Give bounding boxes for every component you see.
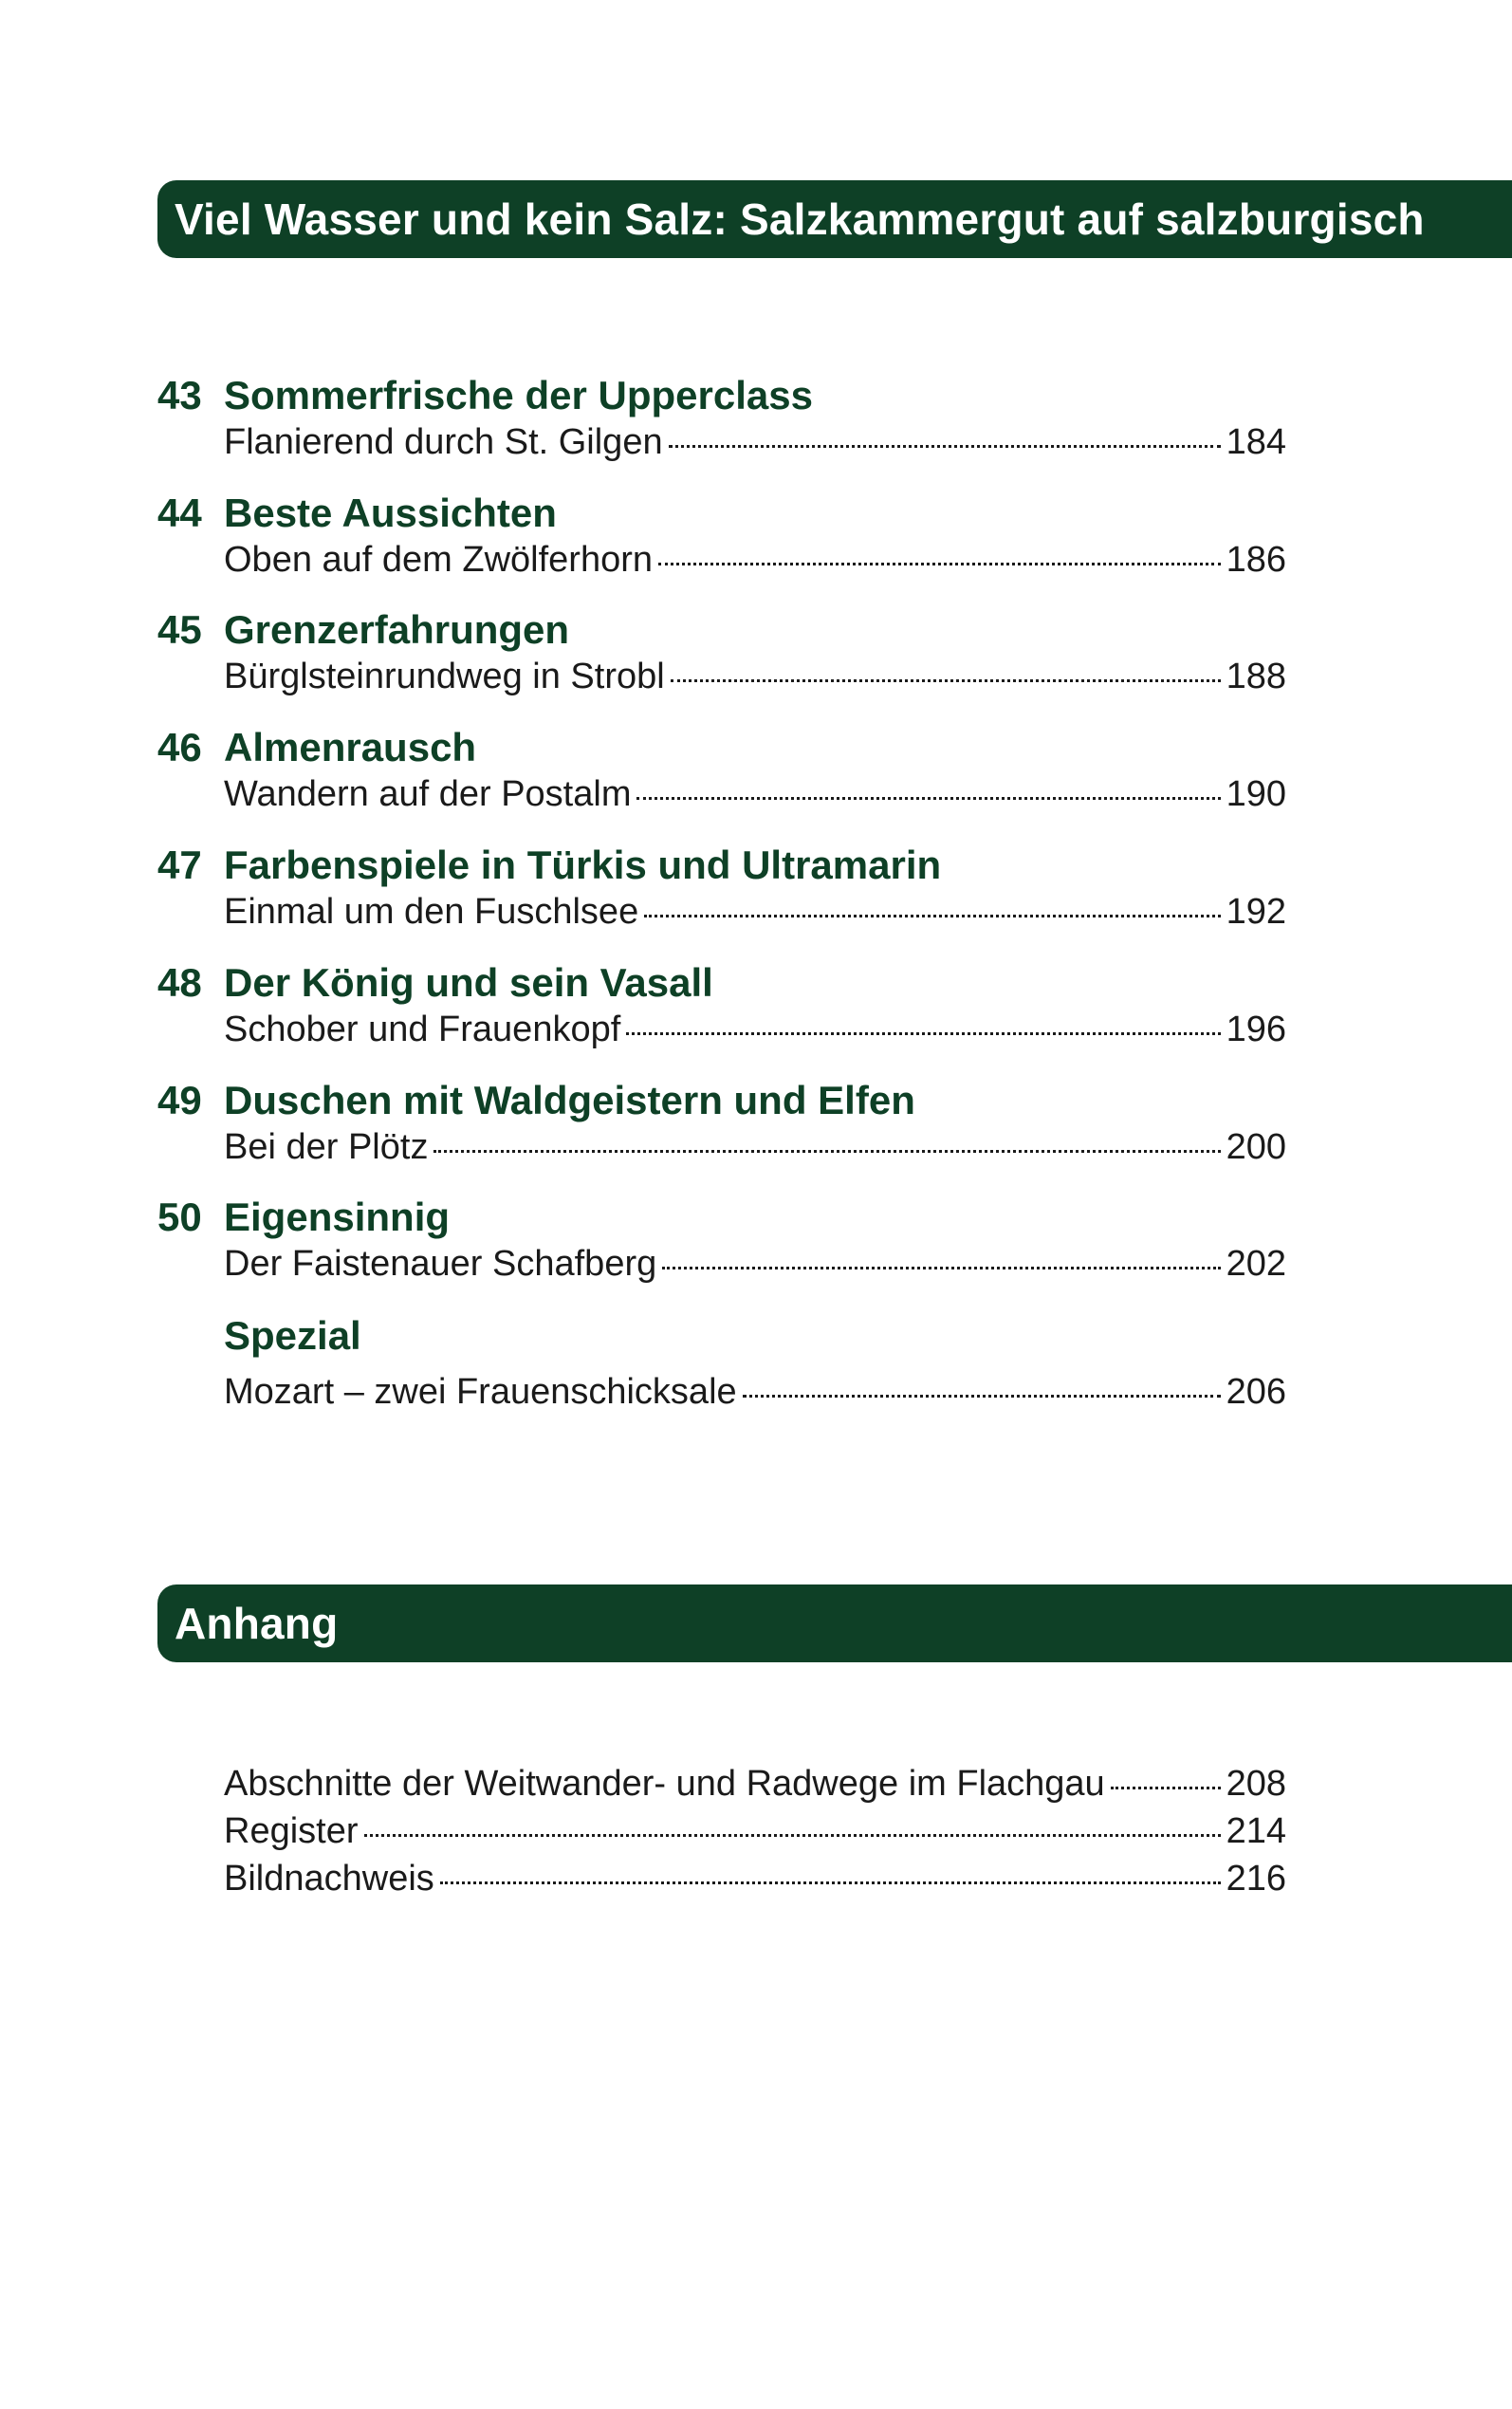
appendix-label: Abschnitte der Weitwander- und Radwege im Flachgau (224, 1764, 1105, 1804)
dot-leader (644, 915, 1220, 917)
page-number: 196 (1226, 1010, 1286, 1049)
entry-number: 45 (157, 607, 202, 652)
toc-entry[interactable] (157, 607, 1286, 706)
appendix-item[interactable] (224, 1764, 1286, 1811)
entry-subtitle: Flanierend durch St. Gilgen (224, 422, 663, 462)
entry-title: Grenzerfahrungen (224, 607, 570, 652)
toc-entry[interactable] (157, 1195, 1286, 1293)
entry-title: Sommerfrische der Upperclass (224, 373, 813, 417)
page-number: 202 (1226, 1244, 1286, 1284)
appendix-item[interactable] (224, 1811, 1286, 1859)
appendix-label: Register (224, 1811, 359, 1851)
entry-number: 48 (157, 960, 202, 1005)
toc-entry[interactable] (157, 491, 1286, 589)
entry-title: Beste Aussichten (224, 491, 557, 535)
entry-subtitle: Bürglsteinrundweg in Strobl (224, 657, 665, 696)
toc-entry-special[interactable] (157, 1313, 1286, 1421)
page-number: 186 (1226, 540, 1286, 580)
page-number: 192 (1226, 892, 1286, 932)
dot-leader (1111, 1787, 1221, 1789)
page-number: 190 (1226, 774, 1286, 814)
entry-number: 49 (157, 1078, 202, 1122)
entry-number: 44 (157, 491, 202, 535)
entry-title: Eigensinnig (224, 1195, 451, 1239)
entry-subtitle: Einmal um den Fuschlsee (224, 892, 639, 932)
entry-subtitle: Wandern auf der Postalm (224, 774, 632, 814)
entry-subtitle: Oben auf dem Zwölferhorn (224, 540, 654, 580)
dot-leader (433, 1150, 1220, 1153)
page-number: 216 (1226, 1859, 1286, 1899)
toc-entry[interactable] (157, 725, 1286, 824)
dot-leader (743, 1395, 1221, 1398)
page-number: 214 (1226, 1811, 1286, 1851)
dot-leader (669, 445, 1221, 448)
entry-number: 50 (157, 1195, 202, 1239)
toc-entry[interactable] (157, 960, 1286, 1059)
page-number: 188 (1226, 657, 1286, 696)
entry-number: 43 (157, 373, 202, 417)
entry-number: 46 (157, 725, 202, 769)
entry-title: Der König und sein Vasall (224, 960, 713, 1005)
entry-title: Spezial (224, 1313, 361, 1358)
dot-leader (364, 1834, 1221, 1837)
toc-entry[interactable] (157, 373, 1286, 472)
dot-leader (662, 1267, 1220, 1269)
entry-subtitle: Bei der Plötz (224, 1127, 429, 1167)
entry-number: 47 (157, 843, 202, 887)
section-header (157, 180, 1512, 258)
dot-leader (440, 1881, 1221, 1884)
entry-subtitle: Mozart – zwei Frauenschicksale (224, 1372, 737, 1412)
page-number: 184 (1226, 422, 1286, 462)
section-title: Anhang (175, 1599, 339, 1648)
entry-subtitle: Der Faistenauer Schafberg (224, 1244, 657, 1284)
entry-title: Farbenspiele in Türkis und Ultramarin (224, 843, 942, 887)
entry-title: Duschen mit Waldgeistern und Elfen (224, 1078, 915, 1122)
toc-entry[interactable] (157, 1078, 1286, 1177)
appendix-item[interactable] (224, 1859, 1286, 1906)
section-title: Viel Wasser und kein Salz: Salzkammergut auf salzburgisch (175, 195, 1425, 244)
dot-leader (636, 797, 1220, 800)
dot-leader (626, 1032, 1220, 1035)
page-number: 200 (1226, 1127, 1286, 1167)
page-number: 206 (1226, 1372, 1286, 1412)
entry-title: Almenrausch (224, 725, 477, 769)
page-number: 208 (1226, 1764, 1286, 1804)
dot-leader (658, 563, 1221, 565)
appendix-list (224, 1764, 1286, 1906)
entry-subtitle: Schober und Frauenkopf (224, 1010, 621, 1049)
toc-entry[interactable] (157, 843, 1286, 941)
section-header (157, 1584, 1512, 1662)
dot-leader (671, 679, 1221, 682)
appendix-label: Bildnachweis (224, 1859, 434, 1899)
